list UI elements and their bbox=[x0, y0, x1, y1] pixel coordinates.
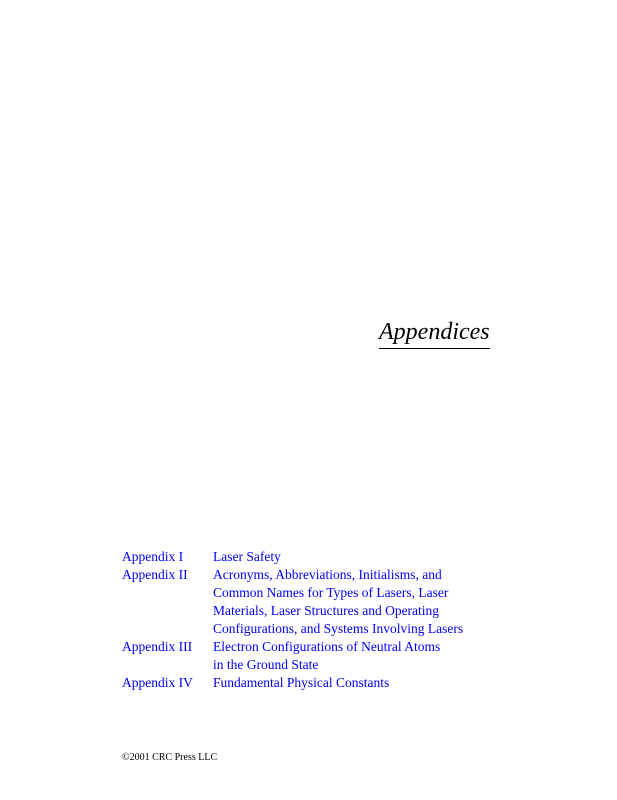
appendix-link-iv[interactable] bbox=[122, 674, 522, 692]
appendix-title-line: Configurations, and Systems Involving Lasers bbox=[213, 621, 464, 636]
appendix-label: Appendix II bbox=[122, 567, 188, 582]
appendix-title bbox=[213, 638, 440, 674]
appendix-label: Appendix III bbox=[122, 639, 193, 654]
appendix-title-line: in the Ground State bbox=[213, 657, 319, 672]
appendix-title-line: Materials, Laser Structures and Operating bbox=[213, 603, 440, 618]
appendix-title bbox=[213, 674, 389, 692]
appendix-title-line: Laser Safety bbox=[213, 549, 281, 564]
appendix-title-line: Electron Configurations of Neutral Atoms bbox=[213, 639, 441, 654]
appendix-title-line: Common Names for Types of Lasers, Laser bbox=[213, 585, 449, 600]
appendix-title bbox=[213, 566, 463, 638]
appendix-list bbox=[122, 548, 522, 692]
appendix-link-ii[interactable] bbox=[122, 566, 522, 638]
appendix-label: Appendix IV bbox=[122, 675, 193, 690]
appendix-title-line: Acronyms, Abbreviations, Initialisms, and bbox=[213, 567, 442, 582]
appendix-link-i[interactable] bbox=[122, 548, 522, 566]
appendix-title-line: Fundamental Physical Constants bbox=[213, 675, 390, 690]
appendix-title bbox=[213, 548, 281, 566]
appendix-label: Appendix I bbox=[122, 549, 184, 564]
page-title: Appendices bbox=[379, 317, 490, 349]
copyright-footer: ©2001 CRC Press LLC bbox=[122, 752, 218, 763]
appendix-link-iii[interactable] bbox=[122, 638, 522, 674]
